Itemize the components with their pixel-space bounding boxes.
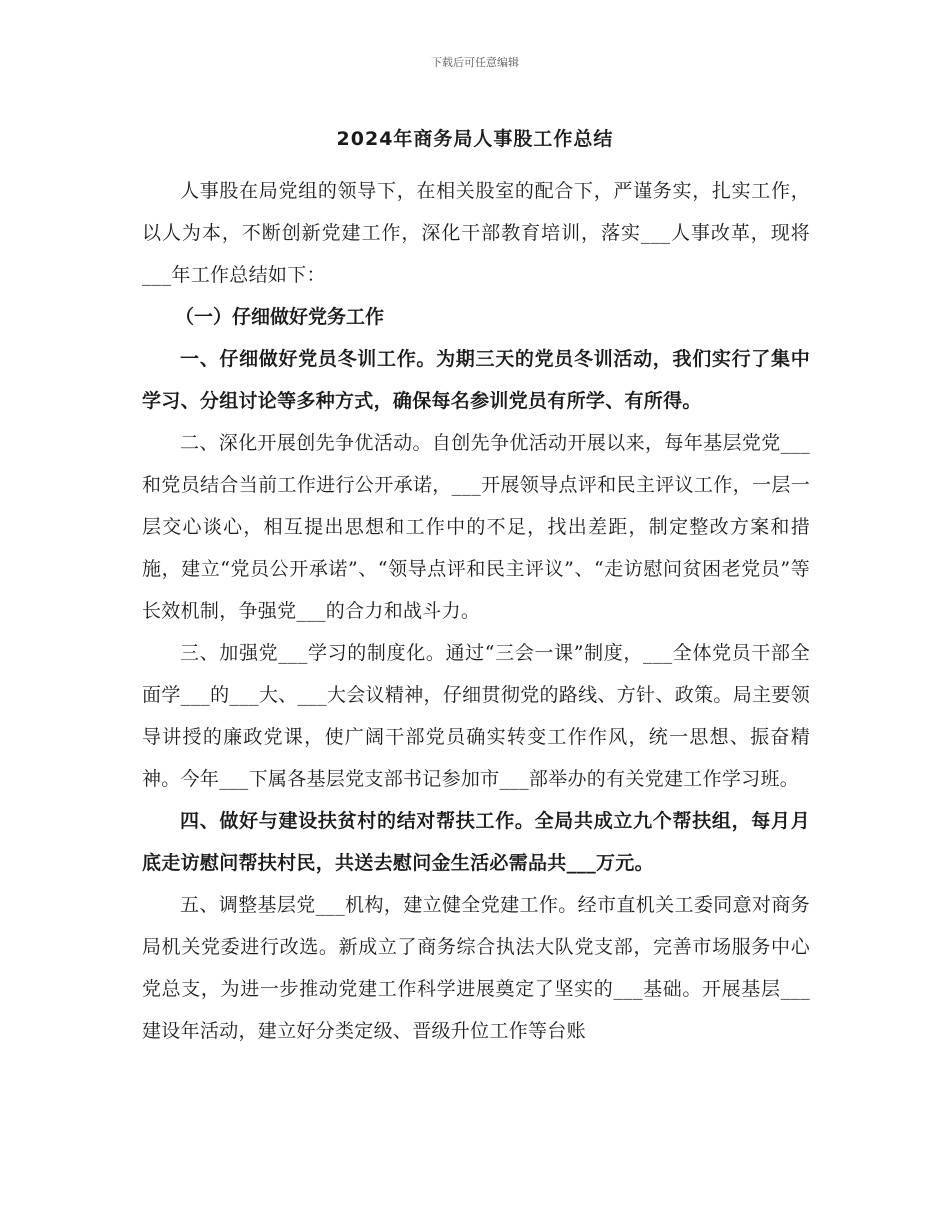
document-title: 2024年商务局人事股工作总结 xyxy=(336,128,614,150)
item-4-paragraph: 四、做好与建设扶贫村的结对帮扶工作。全局共成立九个帮扶组，每月月底走访慰问帮扶村民，共送去慰问金生活必需品共___万元。 xyxy=(142,810,810,874)
item-1-paragraph: 一、仔细做好党员冬训工作。为期三天的党员冬训活动，我们实行了集中学习、分组讨论等多种方式，确保每名参训党员有所学、有所得。 xyxy=(142,348,810,412)
document-body xyxy=(142,170,810,1052)
item-2-paragraph: 二、深化开展创先争优活动。自创先争优活动开展以来，每年基层党党___和党员结合当前工作进行公开承诺，___开展领导点评和民主评议工作，一层一层交心谈心，相互提出思想和工作中的不足，找出差距，制定整改方案和措施，建立“党员公开承诺”、“领导点评和民主评议”、“走访慰问贫困老党员”等长效机制，争强党___的合力和战斗力。 xyxy=(142,432,810,622)
item-5-paragraph: 五、调整基层党___机构，建立健全党建工作。经市直机关工委同意对商务局机关党委进行改选。新成立了商务综合执法大队党支部，完善市场服务中心党总支，为进一步推动党建工作科学进展奠定了坚实的___基础。开展基层___建设年活动，建立好分类定级、晋级升位工作等台账 xyxy=(142,894,810,1042)
intro-paragraph: 人事股在局党组的领导下，在相关股室的配合下，严谨务实，扎实工作，以人为本，不断创新党建工作，深化干部教育培训，落实___人事改革，现将___年工作总结如下： xyxy=(142,180,810,286)
item-3-paragraph: 三、加强党___学习的制度化。通过“三会一课”制度，___全体党员干部全面学___的___大、___大会议精神，仔细贯彻党的路线、方针、政策。局主要领导讲授的廉政党课，使广阔干部党员确实转变工作作风，统一思想、振奋精神。今年___下属各基层党支部书记参加市___部举办的有关党建工作学习班。 xyxy=(142,642,810,790)
section-heading: （一）仔细做好党务工作 xyxy=(175,306,385,328)
header-note: 下载后可任意编辑 xyxy=(431,56,519,69)
